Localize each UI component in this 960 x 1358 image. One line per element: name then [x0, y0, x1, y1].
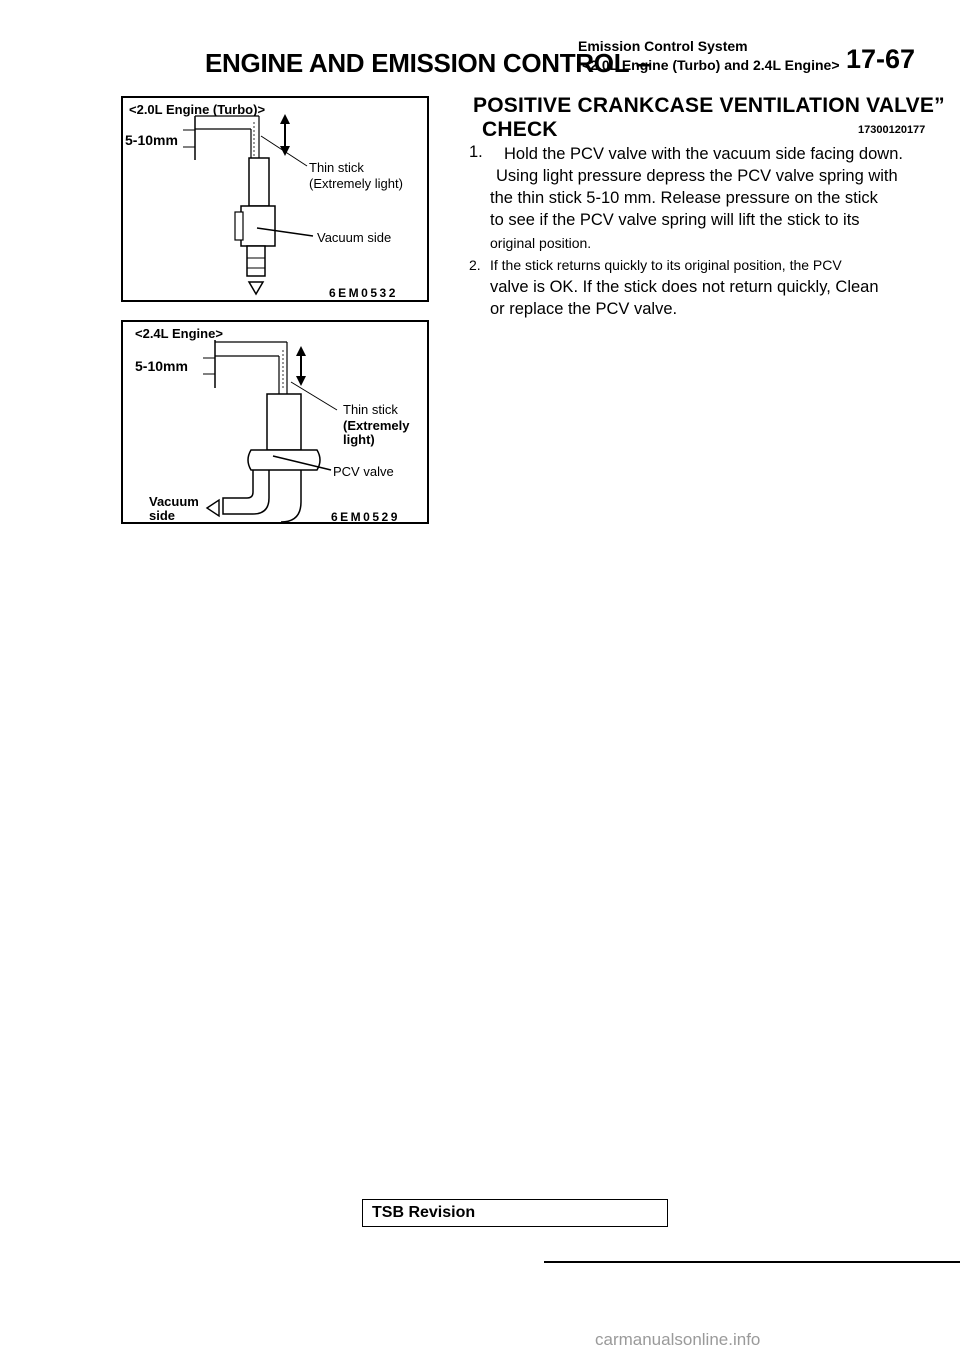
- figure-2-valve-label: PCV valve: [333, 464, 394, 479]
- header-section: Emission Control System: [578, 38, 748, 54]
- figure-2-vacuum-label: Vacuum: [149, 494, 199, 509]
- step-1-line-4: to see if the PCV valve spring will lift the stick to its: [490, 211, 860, 229]
- figure-1: [121, 96, 429, 302]
- figure-2-vacuum-label-2: side: [149, 508, 176, 523]
- step-1-line-2: Using light pressure depress the PCV valve spring with: [496, 167, 898, 185]
- article-title-line-2: CHECK: [482, 118, 558, 141]
- header-subtitle: <2.0L Engine (Turbo) and 2.4L Engine>: [582, 57, 840, 73]
- tsb-revision-box: TSB Revision: [362, 1199, 668, 1227]
- step-2-number: 2.: [469, 257, 481, 273]
- pcv-valve-diagram-1: [123, 98, 431, 304]
- footer-divider: [544, 1261, 960, 1263]
- step-2-line-1: If the stick returns quickly to its original position, the PCV: [490, 257, 842, 273]
- figure-2-stick-label: Thin stick: [343, 402, 398, 417]
- step-2-line-3: or replace the PCV valve.: [490, 300, 678, 318]
- figure-1-dimension: 5-10mm: [125, 132, 178, 148]
- figure-2: [121, 320, 429, 524]
- step-1-number: 1.: [469, 143, 483, 161]
- article-title-line-1: POSITIVE CRANKCASE VENTILATION VALVE”: [473, 94, 945, 117]
- step-2-line-2: valve is OK. If the stick does not return quickly, Clean: [490, 278, 879, 296]
- figure-1-vacuum-label: Vacuum side: [317, 230, 392, 245]
- figure-2-stick-label-3: light): [343, 432, 375, 447]
- figure-1-code: 6EM0532: [329, 286, 398, 300]
- step-1-line-1: Hold the PCV valve with the vacuum side facing down.: [504, 145, 903, 163]
- figure-1-stick-label: Thin stick: [309, 160, 364, 175]
- watermark: carmanualsonline.info: [595, 1330, 761, 1349]
- figure-1-stick-label-2: (Extremely light): [309, 176, 403, 191]
- document-number: 17300120177: [858, 124, 926, 136]
- figure-1-engine-label: <2.0L Engine (Turbo)>: [129, 102, 266, 117]
- figure-2-dimension: 5-10mm: [135, 358, 188, 374]
- header-title: ENGINE AND EMISSION CONTROL –: [205, 48, 650, 78]
- figure-2-engine-label: <2.4L Engine>: [135, 326, 223, 341]
- step-1-line-5: original position.: [490, 235, 592, 251]
- figure-2-code: 6EM0529: [331, 510, 400, 524]
- step-1-line-3: the thin stick 5-10 mm. Release pressure on the stick: [490, 189, 878, 207]
- figure-2-stick-label-2: (Extremely: [343, 418, 410, 433]
- pcv-valve-diagram-2: [123, 322, 431, 526]
- page-number: 17-67: [846, 44, 916, 74]
